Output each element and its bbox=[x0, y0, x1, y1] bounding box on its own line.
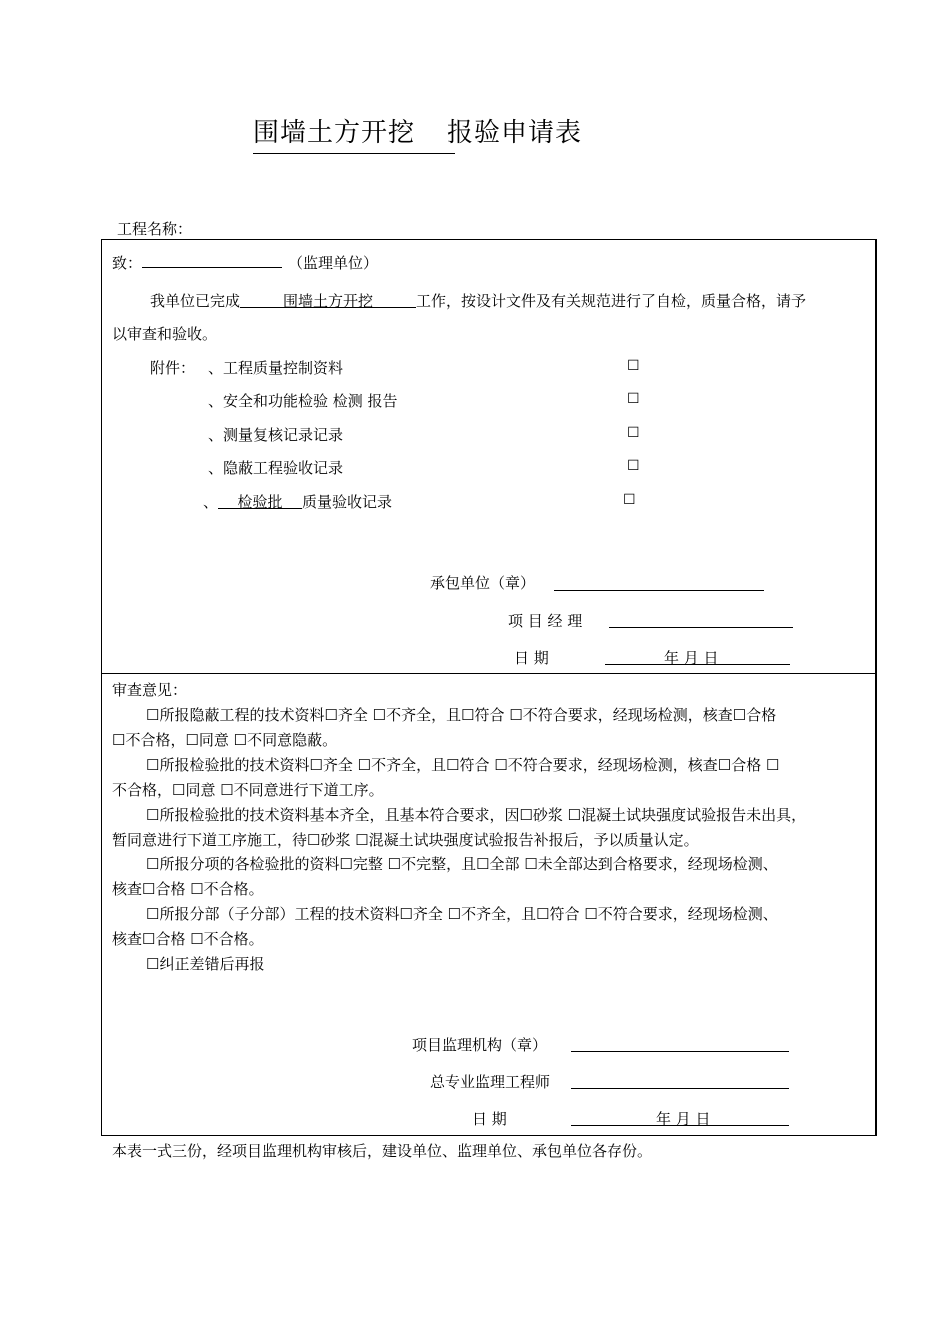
attachment-checkbox[interactable]: ☐ bbox=[627, 358, 640, 374]
review-option-6: ☐纠正差错后再报 bbox=[146, 955, 265, 973]
contractor-date-label: 日 期 bbox=[514, 649, 549, 667]
supervisor-org-label: 项目监理机构（章） bbox=[412, 1036, 548, 1054]
project-manager-label: 项 目 经 理 bbox=[508, 612, 583, 630]
review-option-3: ☐所报检验批的技术资料基本齐全，且基本符合要求，因☐砂浆 ☐混凝土试块强度试验报告未出具， bbox=[146, 806, 807, 824]
attachment-checkbox[interactable]: ☐ bbox=[627, 458, 640, 474]
review-option-1: ☐所报隐蔽工程的技术资料☐齐全 ☐不齐全，且☐符合 ☐不符合要求，经现场检测，核查☐合格 bbox=[146, 706, 777, 724]
to-label: 致： bbox=[112, 254, 143, 272]
review-label: 审查意见： bbox=[112, 681, 188, 699]
title-suffix: 报验申请表 bbox=[447, 118, 583, 148]
contractor-unit-label: 承包单位（章） bbox=[430, 574, 536, 592]
supervisor-date-label: 日 期 bbox=[472, 1110, 507, 1128]
review-option-2: ☐所报检验批的技术资料☐齐全 ☐不齐全，且☐符合 ☐不符合要求，经现场检测，核查☐合格 ☐ bbox=[146, 756, 780, 774]
attachment-checkbox[interactable]: ☐ bbox=[623, 492, 636, 508]
completion-post: 工作，按设计文件及有关规范进行了自检，质量合格，请予 bbox=[416, 292, 807, 310]
review-option-3-cont: 暂同意进行下道工序施工，待☐砂浆 ☐混凝土试块强度试验报告补报后，予以质量认定。 bbox=[112, 831, 699, 849]
supervisor-date-field[interactable] bbox=[571, 1125, 789, 1126]
attachments-label: 附件： bbox=[150, 359, 196, 377]
batch-field[interactable]: 检验批 bbox=[218, 491, 302, 509]
completion-line2: 以审查和验收。 bbox=[112, 325, 218, 343]
project-manager-field[interactable] bbox=[609, 627, 793, 628]
chief-engineer-field[interactable] bbox=[571, 1088, 789, 1089]
review-option-4: ☐所报分项的各检验批的资料☐完整 ☐不完整，且☐全部 ☐未全部达到合格要求，经现场检测、 bbox=[146, 855, 778, 873]
attachment-item: 、工程质量控制资料 bbox=[208, 359, 344, 377]
footer-note: 本表一式三份，经项目监理机构审核后，建设单位、监理单位、承包单位各存份。 bbox=[112, 1142, 653, 1160]
work-field[interactable]: 围墙土方开挖 bbox=[240, 290, 416, 308]
attachment-checkbox[interactable]: ☐ bbox=[627, 391, 640, 407]
project-name-label: 工程名称： bbox=[117, 220, 193, 238]
contractor-unit-field[interactable] bbox=[554, 590, 764, 591]
supervisor-date-parts: 年 月 日 bbox=[656, 1110, 711, 1128]
completion-pre: 我单位已完成 bbox=[150, 292, 241, 310]
batch-prefix: 、 bbox=[203, 493, 219, 511]
to-suffix: （监理单位） bbox=[288, 254, 379, 272]
section-divider bbox=[101, 673, 877, 674]
review-option-5-cont: 核查☐合格 ☐不合格。 bbox=[112, 930, 264, 948]
contractor-date-field[interactable] bbox=[605, 664, 790, 665]
attachment-item-batch bbox=[203, 491, 392, 512]
supervisor-org-field[interactable] bbox=[571, 1051, 789, 1052]
review-option-5: ☐所报分部（子分部）工程的技术资料☐齐全 ☐不齐全，且☐符合 ☐不符合要求，经现场检测、 bbox=[146, 905, 778, 923]
chief-engineer-label: 总专业监理工程师 bbox=[430, 1073, 551, 1091]
attachment-checkbox[interactable]: ☐ bbox=[627, 425, 640, 441]
attachment-item: 、测量复核记录记录 bbox=[208, 426, 344, 444]
attachment-item: 、安全和功能检验 检测 报告 bbox=[208, 392, 398, 410]
review-option-2-cont: 不合格，☐同意 ☐不同意进行下道工序。 bbox=[112, 781, 384, 799]
to-line bbox=[112, 250, 378, 273]
contractor-date-parts: 年 月 日 bbox=[664, 649, 719, 667]
title-underline bbox=[253, 153, 455, 154]
supervisor-unit-field[interactable] bbox=[142, 250, 282, 268]
completion-line bbox=[150, 290, 806, 311]
title-prefix: 围墙土方开挖 bbox=[253, 118, 416, 148]
review-option-1-cont: ☐不合格，☐同意 ☐不同意隐蔽。 bbox=[112, 731, 338, 749]
attachment-item: 、隐蔽工程验收记录 bbox=[208, 459, 344, 477]
batch-suffix: 质量验收记录 bbox=[302, 493, 393, 511]
page-title bbox=[253, 112, 582, 149]
review-option-4-cont: 核查☐合格 ☐不合格。 bbox=[112, 880, 264, 898]
